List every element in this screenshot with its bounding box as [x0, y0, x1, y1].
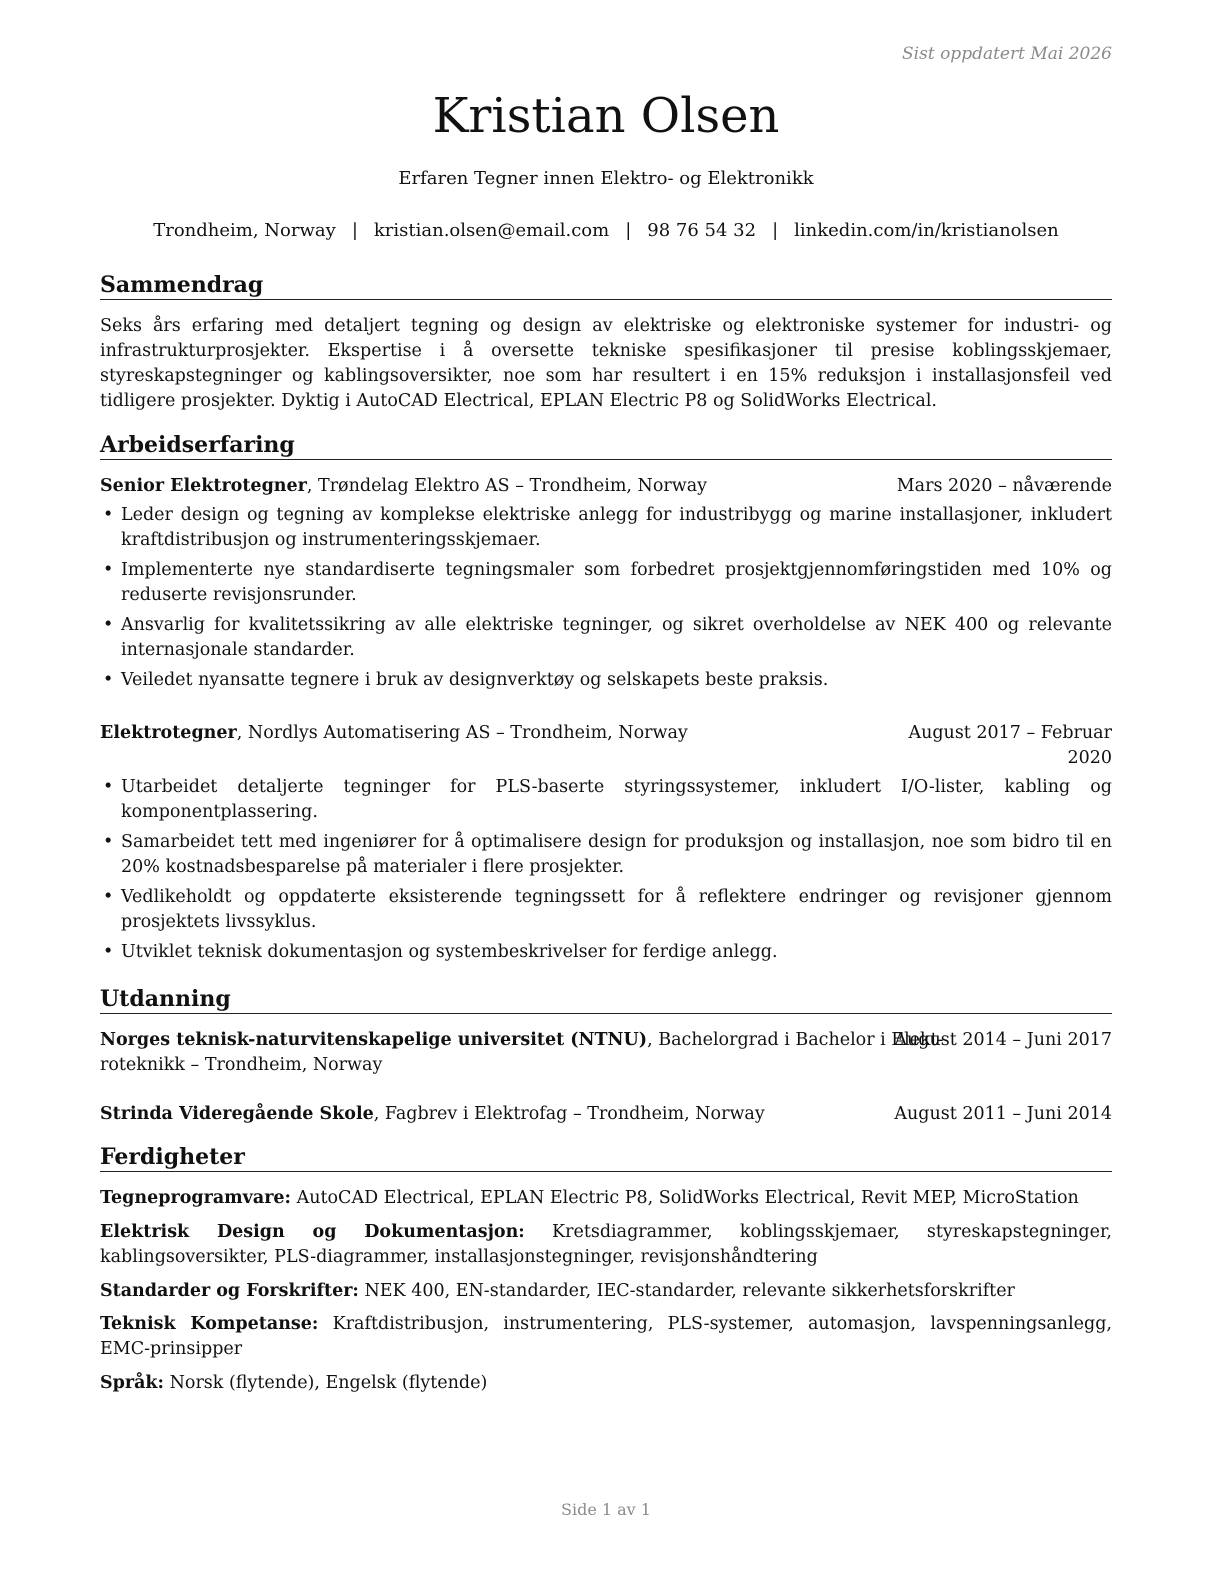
degree-detail-continued: roteknikk – Trondheim, Norway: [100, 1055, 383, 1075]
candidate-title: Erfaren Tegner innen Elektro- og Elektronikk: [398, 168, 814, 189]
skill-value: Kraftdistribusjon, instrumentering, PLS-systemer, automasjon, lavspenningsanlegg, EMC-prinsipper: [100, 1314, 1112, 1359]
skill-label: Språk:: [100, 1373, 165, 1393]
contact-separator: |: [625, 220, 632, 241]
skill-label: Standarder og Forskrifter:: [100, 1281, 359, 1301]
skill-value: Kretsdiagrammer, koblingsskjemaer, styreskapstegninger, kablingsoversikter, PLS-diagrammer, installasjonstegninger, revisjonshåndtering: [100, 1222, 1112, 1267]
section-title-summary: Sammendrag: [100, 271, 1112, 300]
skill-row: [100, 1220, 1112, 1270]
skill-value: Norsk (flytende), Engelsk (flytende): [164, 1373, 488, 1393]
skill-row: [100, 1279, 1112, 1304]
list-item: • Implementerte nye standardiserte tegningsmaler som forbedret prosjektgjennomføringstiden med 10% og reduserte revisjonsrunder.: [100, 558, 1112, 608]
education-entry-1: [100, 1028, 1112, 1078]
list-item: • Vedlikeholdt og oppdaterte eksisterende tegningssett for å reflektere endringer og revisjoner gjennom prosjektets livssyklus.: [100, 885, 1112, 935]
list-item: • Samarbeidet tett med ingeniører for å optimalisere design for produksjon og installasjon, noe som bidro til en 20% kostnadsbesparelse på materialer i flere prosjekter.: [100, 830, 1112, 880]
education-dates: August 2011 – Juni 2014: [894, 1104, 1112, 1124]
school-name: Norges teknisk-naturvitenskapelige universitet (NTNU): [100, 1030, 648, 1050]
last-updated: Sist oppdatert Mai 2026: [902, 44, 1112, 64]
contact-phone: 98 76 54 32: [647, 220, 757, 241]
job-company: , Trøndelag Elektro AS – Trondheim, Norway: [306, 476, 708, 496]
list-item: • Leder design og tegning av komplekse elektriske anlegg for industribygg og marine installasjoner, inkludert kraftdistribusjon og instrumenteringsskjemaer.: [100, 503, 1112, 553]
list-item: • Utarbeidet detaljerte tegninger for PLS-baserte styringssystemer, inkludert I/O-lister, kabling og komponentplassering.: [100, 775, 1112, 825]
skill-value: NEK 400, EN-standarder, IEC-standarder, relevante sikkerhetsforskrifter: [358, 1281, 1015, 1301]
job-dates: August 2017 – Februar: [908, 723, 1112, 743]
list-item: • Veiledet nyansatte tegnere i bruk av designverktøy og selskapets beste praksis.: [100, 668, 1112, 693]
skill-row: [100, 1312, 1112, 1362]
candidate-name: Kristian Olsen: [432, 88, 780, 144]
job-role: Elektrotegner: [100, 723, 237, 743]
job-dates: Mars 2020 – nåværende: [896, 476, 1112, 496]
job-bullets-2: [100, 775, 1112, 970]
section-title-education: Utdanning: [100, 985, 1112, 1014]
contact-separator: |: [772, 220, 779, 241]
degree-detail: , Fagbrev i Elektrofag – Trondheim, Norway: [373, 1104, 765, 1124]
contact-separator: |: [351, 220, 358, 241]
contact-line: [100, 218, 1112, 244]
job-dates-continued: 2020: [1067, 748, 1112, 768]
section-title-skills: Ferdigheter: [100, 1143, 1112, 1172]
list-item: • Ansvarlig for kvalitetssikring av alle elektriske tegninger, og sikret overholdelse av NEK 400 og relevante internasjonale standarder.: [100, 613, 1112, 663]
job-company: , Nordlys Automatisering AS – Trondheim, Norway: [236, 723, 688, 743]
degree-detail: , Bachelorgrad i Bachelor i Elekt-: [647, 1030, 944, 1050]
contact-location: Trondheim, Norway: [153, 220, 336, 241]
section-title-experience: Arbeidserfaring: [100, 431, 1112, 460]
page-number: Side 1 av 1: [561, 1500, 651, 1519]
summary-text: Seks års erfaring med detaljert tegning og design av elektriske og elektroniske systemer for industri- og infrastrukturprosjekter. Ekspertise i å oversette tekniske spesifikasjoner til presise koblingsskjemaer, styreskapstegninger og kablingsoversikter, noe som har resultert i en 15% reduksjon i installasjonsfeil ved tidligere prosjekter. Dyktig i AutoCAD Electrical, EPLAN Electric P8 og SolidWorks Electrical.: [100, 316, 1112, 411]
skill-label: Tegneprogramvare:: [100, 1188, 292, 1208]
job-bullets-1: [100, 503, 1112, 698]
contact-email[interactable]: kristian.olsen@email.com: [373, 220, 610, 241]
skill-row: [100, 1186, 1112, 1211]
job-role: Senior Elektrotegner: [100, 476, 307, 496]
skill-row: [100, 1371, 1112, 1396]
skill-value: AutoCAD Electrical, EPLAN Electric P8, SolidWorks Electrical, Revit MEP, MicroStation: [291, 1188, 1079, 1208]
education-dates: August 2014 – Juni 2017: [894, 1030, 1112, 1050]
skill-label: Teknisk Kompetanse:: [100, 1314, 319, 1334]
job-header-2: [100, 721, 1112, 771]
list-item: • Utviklet teknisk dokumentasjon og systembeskrivelser for ferdige anlegg.: [100, 940, 1112, 965]
skill-label: Elektrisk Design og Dokumentasjon:: [100, 1222, 525, 1242]
contact-linkedin[interactable]: linkedin.com/in/kristianolsen: [794, 220, 1059, 241]
school-name: Strinda Videregående Skole: [100, 1104, 374, 1124]
